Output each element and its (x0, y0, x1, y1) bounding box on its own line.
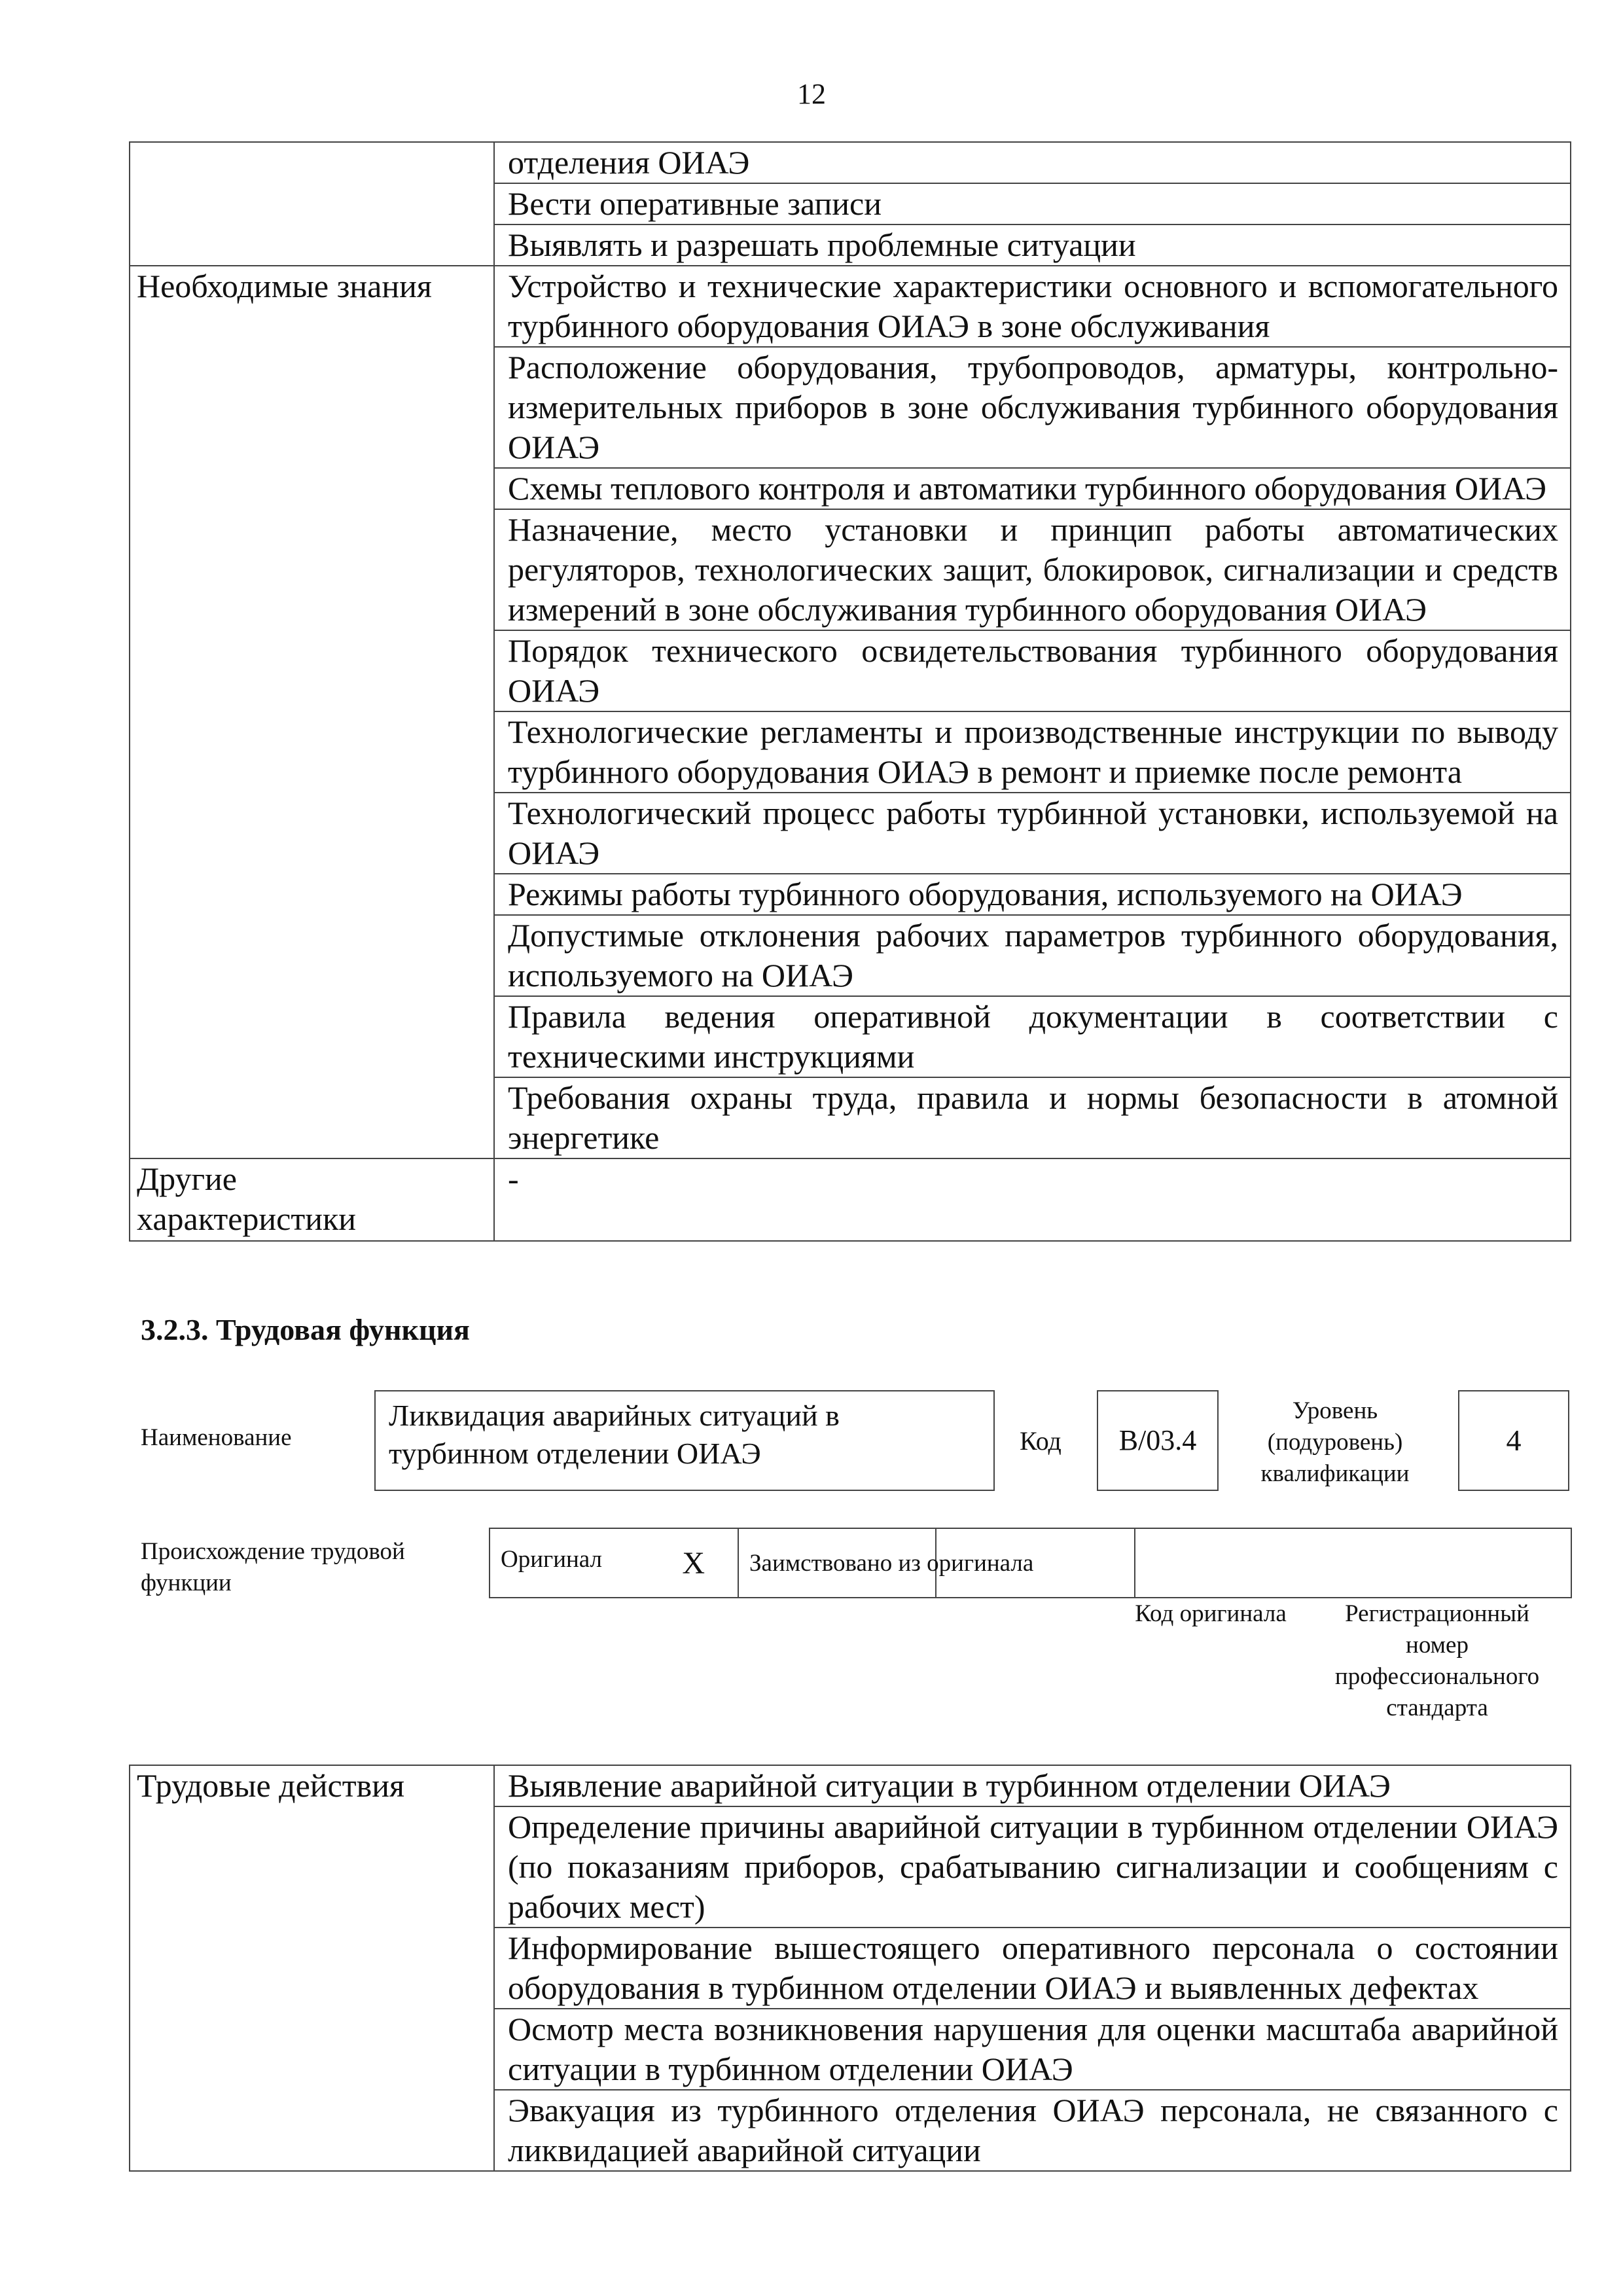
code-box (1097, 1390, 1219, 1491)
table-cell: Выявлять и разрешать проблемные ситуации (494, 224, 1571, 266)
origin-label: Происхождение трудовой функции (141, 1538, 405, 1596)
origin-reg-cell (1135, 1528, 1571, 1598)
table-cell: Расположение оборудования, трубопроводов, арматуры, контрольно-измерительных приборов в зоне обслуживания турбинного оборудования ОИАЭ (494, 347, 1571, 468)
table-cell: Осмотр места возникновения нарушения для оценки масштаба аварийной ситуации в турбинном отделении ОИАЭ (494, 2009, 1571, 2090)
table-cell: отделения ОИАЭ (494, 142, 1571, 183)
section-title: 3.2.3. Трудовая функция (141, 1313, 470, 1346)
table-cell: Правила ведения оперативной документации в соответствии с техническими инструкциями (494, 996, 1571, 1077)
actions-label: Трудовые действия (130, 1765, 494, 2171)
name-label: Наименование (141, 1424, 292, 1451)
table-row (130, 1765, 1571, 1806)
reg-caption: Регистрационный номер профессионального стандарта (1334, 1600, 1540, 1721)
table-cell: Требования охраны труда, правила и нормы безопасности в атомной энергетике (494, 1077, 1571, 1158)
code-value: B/03.4 (1118, 1424, 1197, 1456)
table-cell: Устройство и технические характеристики основного и вспомогательного турбинного оборудования ОИАЭ в зоне обслуживания (494, 266, 1571, 347)
table-cell: Режимы работы турбинного оборудования, используемого на ОИАЭ (494, 874, 1571, 915)
knowledge-table (129, 141, 1571, 1242)
table-row (130, 266, 1571, 347)
code-caption: Код оригинала (1135, 1600, 1287, 1627)
level-box (1458, 1390, 1569, 1491)
original-label: Оригинал (501, 1545, 603, 1573)
table-row (130, 142, 1571, 183)
page-number: 12 (797, 78, 826, 110)
table-cell: Выявление аварийной ситуации в турбинном отделении ОИАЭ (494, 1765, 1571, 1806)
table-cell: Порядок технического освидетельствования турбинного оборудования ОИАЭ (494, 630, 1571, 711)
knowledge-label: Необходимые знания (130, 266, 494, 1158)
origin-table (489, 1528, 1572, 1598)
level-label: Уровень (подуровень) квалификации (1260, 1397, 1410, 1487)
other-characteristics-label (130, 1158, 494, 1241)
other-label-text: Другие характеристики (137, 1160, 357, 1237)
table-cell: Схемы теплового контроля и автоматики турбинного оборудования ОИАЭ (494, 468, 1571, 509)
table-cell: Информирование вышестоящего оперативного персонала о состоянии оборудования в турбинном отделении ОИАЭ и выявленных дефектах (494, 1928, 1571, 2009)
table-cell: Определение причины аварийной ситуации в турбинном отделении ОИАЭ (по показаниям приборов, срабатыванию сигнализации и сообщениям с рабочих мест) (494, 1806, 1571, 1928)
table-cell: Допустимые отклонения рабочих параметров турбинного оборудования, используемого на ОИАЭ (494, 915, 1571, 996)
level-value: 4 (1506, 1424, 1522, 1457)
other-characteristics-value: - (494, 1158, 1571, 1241)
table-cell: Назначение, место установки и принцип работы автоматических регуляторов, технологических защит, блокировок, сигнализации и средств измерений в зоне обслуживания турбинного оборудования ОИАЭ (494, 509, 1571, 630)
table-cell: Технологические регламенты и производственные инструкции по выводу турбинного оборудования ОИАЭ в ремонт и приемке после ремонта (494, 711, 1571, 793)
original-mark: X (682, 1545, 705, 1581)
code-label: Код (1020, 1426, 1061, 1456)
table-row (490, 1528, 1571, 1598)
table-cell: Технологический процесс работы турбинной установки, используемой на ОИАЭ (494, 793, 1571, 874)
function-name-value: Ликвидация аварийных ситуаций в турбинном отделении ОИАЭ (389, 1399, 840, 1470)
borrowed-cell (738, 1528, 1034, 1598)
table-cell: Эвакуация из турбинного отделения ОИАЭ персонала, не связанного с ликвидацией аварийной ситуации (494, 2090, 1571, 2171)
function-name-box (374, 1390, 995, 1491)
table-cell: Вести оперативные записи (494, 183, 1571, 224)
borrowed-label: Заимствовано из оригинала (749, 1549, 1034, 1577)
actions-table (129, 1765, 1571, 2172)
original-cell (490, 1528, 738, 1598)
continuation-label-cell (130, 142, 494, 266)
table-row (130, 1158, 1571, 1241)
